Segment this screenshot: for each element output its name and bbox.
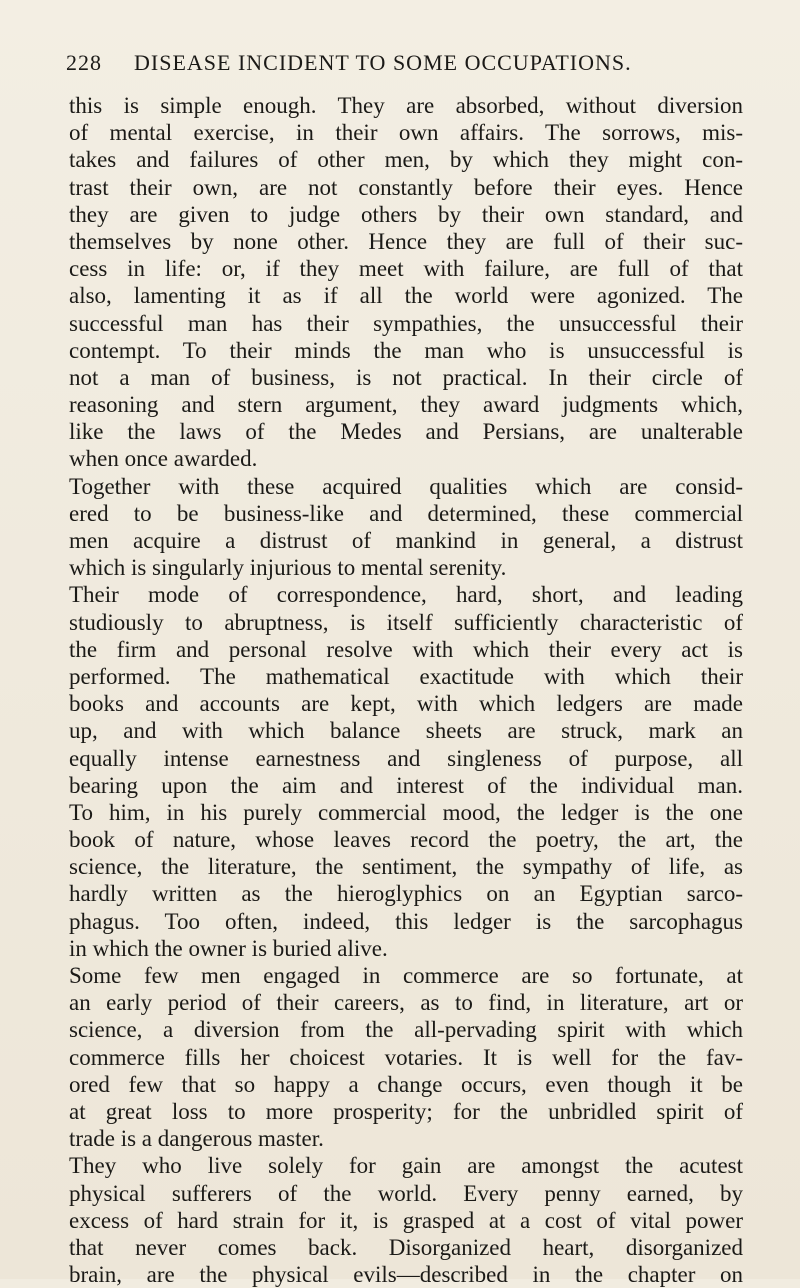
paragraph-end-line: in which the owner is buried alive. [69, 935, 388, 961]
body-text [69, 92, 743, 1288]
text-line: not a man of business, is not practical. In their circle of [69, 364, 743, 390]
paragraph-end-line: trade is a dangerous master. [69, 1126, 324, 1152]
text-line: book of nature, whose leaves record the poetry, the art, the [69, 827, 743, 853]
text-line: performed. The mathematical exactitude with which their [69, 663, 743, 689]
text-line: like the laws of the Medes and Persians, are unalterable [69, 419, 743, 445]
text-line: takes and failures of other men, by which they might con- [69, 147, 743, 173]
text-line: science, the literature, the sentiment, the sympathy of life, as [69, 854, 743, 880]
text-line: books and accounts are kept, with which ledgers are made [69, 691, 743, 717]
text-line: contempt. To their minds the man who is unsuccessful is [69, 337, 743, 363]
running-head [66, 50, 738, 80]
text-line: Some few men engaged in commerce are so fortunate, at [69, 963, 743, 988]
text-line: To him, in his purely commercial mood, the ledger is the one [69, 799, 743, 825]
text-line: at great loss to more prosperity; for the unbridled spirit of [69, 1098, 743, 1124]
text-line: Their mode of correspondence, hard, short, and leading [69, 582, 743, 608]
text-line: trast their own, are not constantly before their eyes. Hence [69, 174, 743, 200]
page-number: 228 [66, 50, 102, 75]
text-line: studiously to abruptness, is itself sufficiently characteristic of [69, 609, 743, 635]
text-line: that never comes back. Disorganized heart, disorganized [69, 1234, 743, 1260]
text-line: of mental exercise, in their own affairs. The sorrows, mis- [69, 120, 743, 146]
text-line: reasoning and stern argument, they award judgments which, [69, 392, 743, 418]
text-line: an early period of their careers, as to find, in literature, art or [69, 990, 743, 1016]
text-line: men acquire a distrust of mankind in general, a distrust [69, 528, 743, 553]
text-line: bearing upon the aim and interest of the individual man. [69, 772, 743, 798]
text-line: brain, are the physical evils—described in the chapter on [69, 1262, 743, 1288]
text-line: hardly written as the hieroglyphics on an Egyptian sarco- [69, 881, 743, 907]
text-line: physical sufferers of the world. Every penny earned, by [69, 1180, 743, 1206]
text-line: up, and with which balance sheets are struck, mark an [69, 718, 743, 744]
text-line: they are given to judge others by their own standard, and [69, 201, 743, 227]
text-line: science, a diversion from the all-pervading spirit with which [69, 1017, 743, 1043]
text-line: phagus. Too often, indeed, this ledger is the sarcophagus [69, 908, 743, 934]
text-line: ered to be business-like and determined, these commercial [69, 500, 743, 526]
text-line: also, lamenting it as if all the world were agonized. The [69, 283, 743, 309]
text-line: this is simple enough. They are absorbed, without diversion [69, 93, 743, 118]
text-line: excess of hard strain for it, is grasped at a cost of vital power [69, 1207, 743, 1233]
text-line: equally intense earnestness and singleness of purpose, all [69, 745, 743, 771]
running-title: DISEASE INCIDENT TO SOME OCCUPATIONS. [134, 50, 632, 75]
text-line: cess in life: or, if they meet with failure, are full of that [69, 256, 743, 282]
text-line: successful man has their sympathies, the unsuccessful their [69, 310, 743, 336]
text-line: Together with these acquired qualities which are consid- [69, 473, 743, 499]
text-line: commerce fills her choicest votaries. It is well for the fav- [69, 1044, 743, 1070]
text-line: ored few that so happy a change occurs, even though it be [69, 1071, 743, 1097]
paragraph-end-line: which is singularly injurious to mental serenity. [69, 555, 507, 581]
paragraph-end-line: when once awarded. [69, 446, 258, 472]
text-line: the firm and personal resolve with which their every act is [69, 636, 743, 662]
text-line: themselves by none other. Hence they are full of their suc- [69, 228, 743, 254]
text-line: They who live solely for gain are amongst the acutest [69, 1153, 743, 1179]
